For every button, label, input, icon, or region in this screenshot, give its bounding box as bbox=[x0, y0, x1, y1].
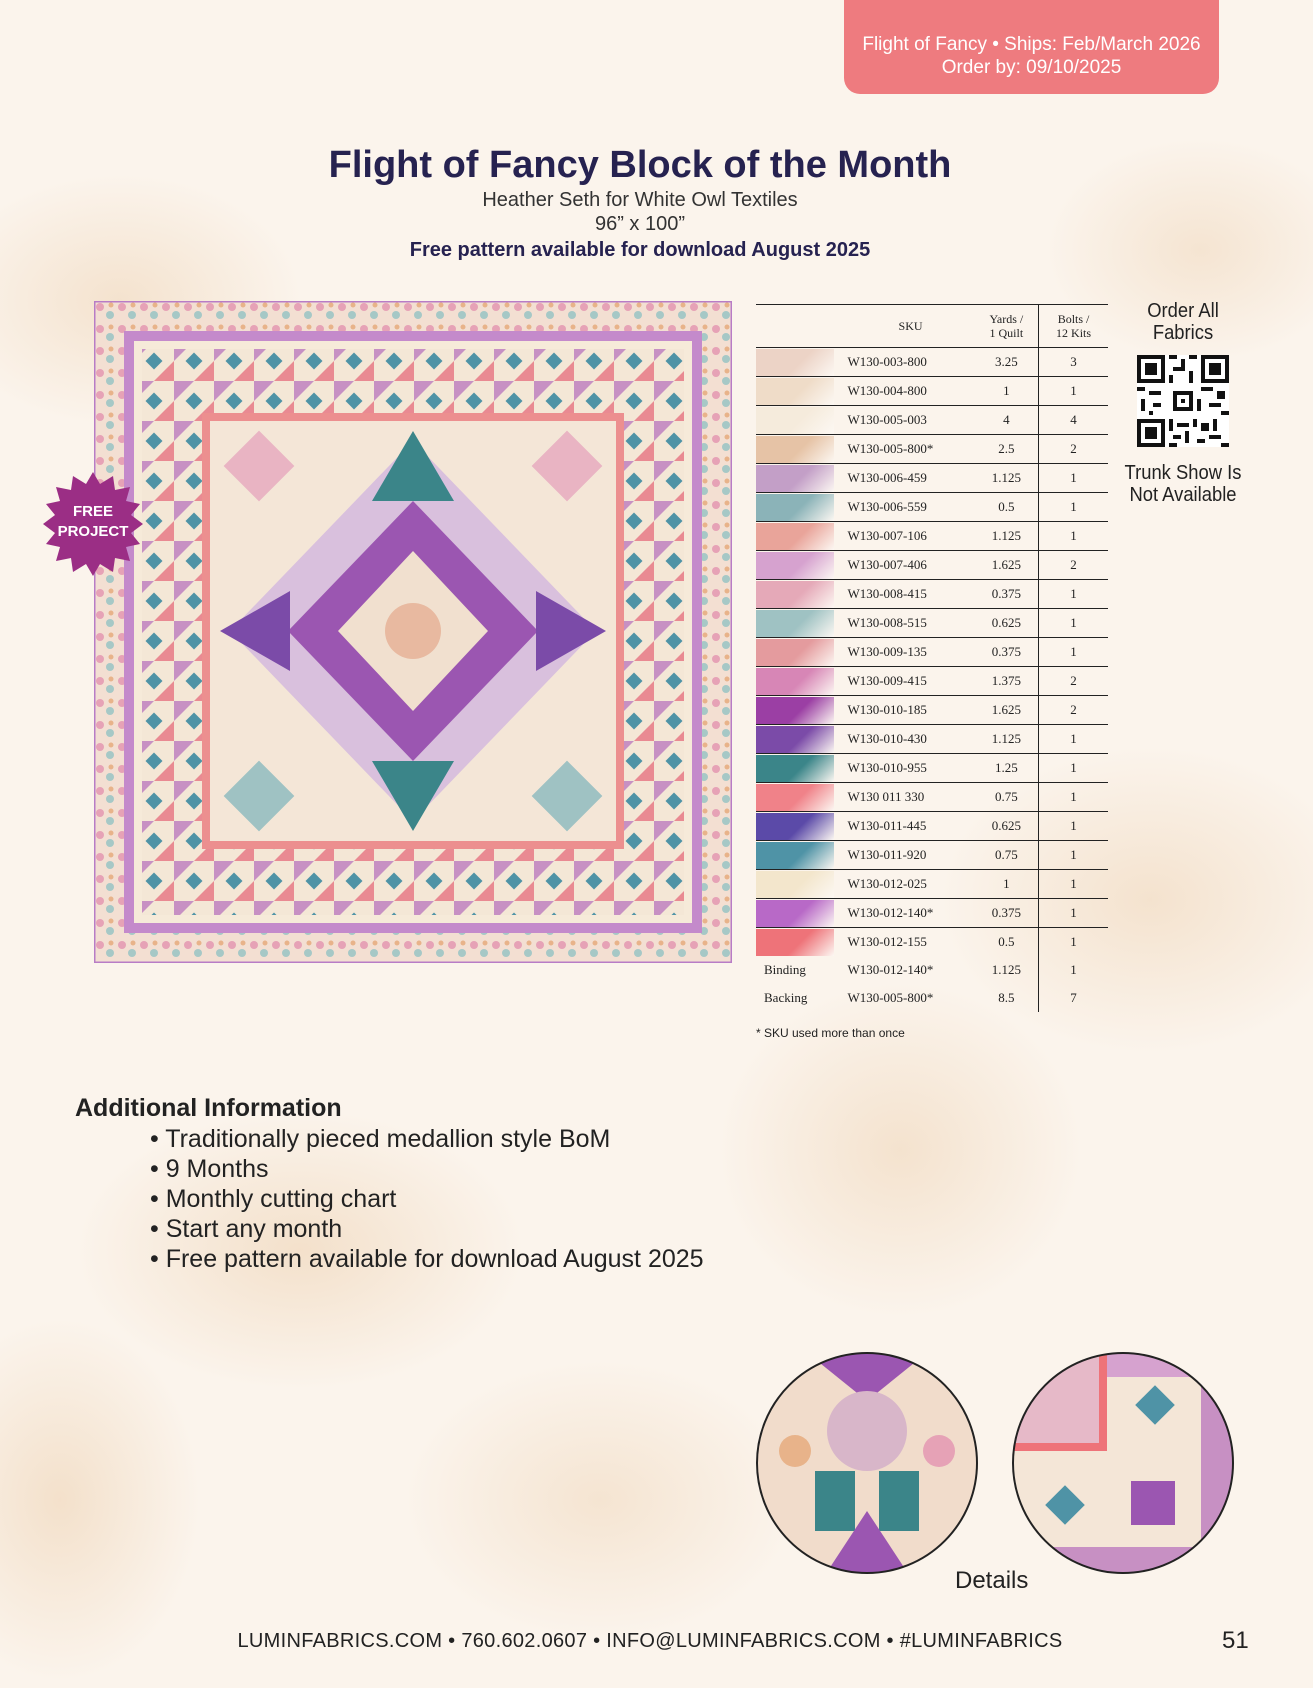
bolts-cell: 1 bbox=[1039, 870, 1108, 899]
additional-info-list bbox=[150, 1124, 704, 1274]
yards-cell: 0.75 bbox=[975, 841, 1039, 870]
yards-cell: 4 bbox=[975, 406, 1039, 435]
fabric-swatch-cell bbox=[756, 696, 841, 725]
table-row bbox=[756, 493, 1108, 522]
table-row bbox=[756, 696, 1108, 725]
list-item: • Free pattern available for download August 2025 bbox=[150, 1245, 704, 1273]
bolts-cell: 2 bbox=[1039, 435, 1108, 464]
yards-cell: 1.625 bbox=[975, 696, 1039, 725]
fabric-swatch bbox=[756, 726, 834, 753]
yards-cell: 0.375 bbox=[975, 638, 1039, 667]
sku-cell: W130-003-800 bbox=[841, 348, 974, 377]
bolts-cell: 1 bbox=[1039, 899, 1108, 928]
fabric-swatch bbox=[756, 523, 834, 550]
table-footnote: * SKU used more than once bbox=[756, 1026, 905, 1040]
list-item: • 9 Months bbox=[150, 1155, 269, 1183]
footer-contact: LUMINFABRICS.COM • 760.602.0607 • INFO@LUMINFABRICS.COM • #LUMINFABRICS bbox=[237, 1630, 1063, 1652]
bolts-cell: 1 bbox=[1039, 522, 1108, 551]
ship-date-badge bbox=[844, 0, 1219, 94]
bolts-cell: 7 bbox=[1039, 984, 1108, 1012]
fabric-swatch bbox=[756, 581, 834, 608]
sku-cell: W130-009-135 bbox=[841, 638, 974, 667]
table-row bbox=[756, 435, 1108, 464]
fabric-swatch-cell bbox=[756, 754, 841, 783]
sku-cell: W130-012-140* bbox=[847, 962, 934, 977]
sku-cell: W130-012-025 bbox=[841, 870, 974, 899]
sku-cell: W130-010-185 bbox=[841, 696, 974, 725]
sku-cell: W130-010-430 bbox=[841, 725, 974, 754]
fabric-swatch-cell bbox=[756, 667, 841, 696]
yards-cell: 0.625 bbox=[975, 812, 1039, 841]
table-row bbox=[756, 870, 1108, 899]
fabric-swatch-cell bbox=[756, 812, 841, 841]
fabric-swatch-cell bbox=[756, 348, 841, 377]
table-row bbox=[756, 899, 1108, 928]
fabric-swatch-cell bbox=[756, 406, 841, 435]
yards-cell: 0.375 bbox=[975, 899, 1039, 928]
fabric-swatch bbox=[756, 842, 834, 869]
yards-cell: 1.125 bbox=[991, 962, 1021, 977]
pattern-note: Free pattern available for download August 2025 bbox=[409, 239, 871, 261]
fabric-swatch-cell bbox=[756, 551, 841, 580]
list-item: • Start any month bbox=[150, 1215, 343, 1243]
sku-cell: W130-004-800 bbox=[841, 377, 974, 406]
yards-header-line2: 1 Quilt bbox=[989, 326, 1024, 340]
table-row bbox=[756, 348, 1108, 377]
table-row bbox=[756, 984, 1108, 1012]
fabric-swatch-cell bbox=[756, 435, 841, 464]
list-item: • Monthly cutting chart bbox=[150, 1185, 397, 1213]
bolts-cell: 3 bbox=[1039, 348, 1108, 377]
fabric-swatch-cell bbox=[756, 783, 841, 812]
free-badge-line1: FREE bbox=[72, 503, 113, 520]
fabric-swatch bbox=[756, 639, 834, 666]
ship-badge-line1: Flight of Fancy • Ships: Feb/March 2026 bbox=[862, 34, 1201, 55]
yards-cell: 0.5 bbox=[975, 493, 1039, 522]
bolts-header-line1: Bolts / bbox=[1057, 312, 1090, 326]
bolts-cell: 2 bbox=[1039, 696, 1108, 725]
table-row bbox=[756, 464, 1108, 493]
free-badge-text bbox=[41, 502, 145, 542]
bolts-cell: 1 bbox=[1039, 377, 1108, 406]
additional-info-heading: Additional Information bbox=[75, 1094, 342, 1122]
table-row bbox=[756, 377, 1108, 406]
details-caption: Details bbox=[955, 1567, 1029, 1594]
page-title: Flight of Fancy Block of the Month bbox=[328, 144, 952, 186]
sku-cell: W130 011 330 bbox=[841, 783, 974, 812]
free-badge-line2: PROJECT bbox=[57, 523, 129, 540]
bolts-cell: 1 bbox=[1039, 783, 1108, 812]
sku-cell: W130-011-920 bbox=[841, 841, 974, 870]
bolts-header-line2: 12 Kits bbox=[1056, 326, 1092, 340]
fabric-swatch bbox=[756, 465, 834, 492]
sku-cell: W130-005-800* bbox=[847, 990, 934, 1005]
fabric-swatch-cell bbox=[756, 464, 841, 493]
sku-cell: W130-010-955 bbox=[841, 754, 974, 783]
table-row bbox=[756, 928, 1108, 957]
fabric-swatch bbox=[756, 552, 834, 579]
fabric-swatch bbox=[756, 813, 834, 840]
fabric-swatch bbox=[756, 436, 834, 463]
sku-column-header: SKU bbox=[841, 305, 974, 348]
table-row bbox=[756, 754, 1108, 783]
bolts-cell: 1 bbox=[1039, 638, 1108, 667]
fabric-swatch-cell bbox=[756, 870, 841, 899]
sku-cell: W130-008-515 bbox=[841, 609, 974, 638]
yards-cell: 1.625 bbox=[975, 551, 1039, 580]
order-all-fabrics-label bbox=[1123, 300, 1243, 344]
yards-cell: 1.125 bbox=[975, 522, 1039, 551]
fabric-swatch bbox=[756, 668, 834, 695]
sku-cell: W130-009-415 bbox=[841, 667, 974, 696]
sku-cell: W130-006-459 bbox=[841, 464, 974, 493]
table-row bbox=[756, 841, 1108, 870]
quilt-size: 96” x 100” bbox=[594, 213, 686, 235]
bolts-cell: 1 bbox=[1039, 812, 1108, 841]
fabric-swatch bbox=[756, 697, 834, 724]
yards-column-header bbox=[975, 305, 1039, 348]
row-label-cell: Binding bbox=[764, 962, 806, 977]
bolts-cell: 1 bbox=[1039, 841, 1108, 870]
sku-cell: W130-006-559 bbox=[841, 493, 974, 522]
table-row bbox=[756, 522, 1108, 551]
fabric-swatch bbox=[756, 349, 834, 376]
yards-cell: 0.375 bbox=[975, 580, 1039, 609]
table-row bbox=[756, 812, 1108, 841]
sku-cell: W130-007-106 bbox=[841, 522, 974, 551]
bolts-cell: 1 bbox=[1039, 725, 1108, 754]
sku-cell: W130-012-140* bbox=[841, 899, 974, 928]
bolts-cell: 4 bbox=[1039, 406, 1108, 435]
yards-cell: 0.625 bbox=[975, 609, 1039, 638]
bolts-cell: 2 bbox=[1039, 667, 1108, 696]
trunk-line1: Trunk Show Is bbox=[1124, 462, 1242, 484]
ship-badge-line2: Order by: 09/10/2025 bbox=[941, 57, 1122, 78]
fabric-swatch-cell bbox=[756, 522, 841, 551]
order-line1: Order All bbox=[1147, 300, 1219, 322]
list-item: • Traditionally pieced medallion style BoM bbox=[150, 1125, 611, 1153]
bolts-cell: 1 bbox=[1039, 464, 1108, 493]
yards-cell: 1.375 bbox=[975, 667, 1039, 696]
fabric-swatch bbox=[756, 494, 834, 521]
table-row bbox=[756, 783, 1108, 812]
order-line2: Fabrics bbox=[1152, 322, 1214, 344]
fabric-swatch bbox=[756, 755, 834, 782]
table-row bbox=[756, 609, 1108, 638]
sku-cell: W130-008-415 bbox=[841, 580, 974, 609]
fabric-swatch bbox=[756, 378, 834, 405]
bolts-cell: 1 bbox=[1039, 580, 1108, 609]
free-project-badge bbox=[41, 472, 145, 576]
fabric-requirements-table bbox=[756, 304, 1108, 1012]
trunk-show-note bbox=[1123, 462, 1243, 506]
fabric-swatch-cell bbox=[756, 580, 841, 609]
fabric-swatch bbox=[756, 784, 834, 811]
yards-cell: 0.75 bbox=[975, 783, 1039, 812]
swatch-column-header bbox=[756, 305, 841, 348]
fabric-swatch-cell bbox=[756, 493, 841, 522]
fabric-swatch bbox=[756, 929, 834, 956]
title-block bbox=[200, 142, 1080, 264]
yards-cell: 8.5 bbox=[998, 990, 1015, 1005]
bolts-cell: 1 bbox=[1039, 493, 1108, 522]
bolts-cell: 1 bbox=[1039, 956, 1108, 984]
bolts-cell: 1 bbox=[1039, 609, 1108, 638]
yards-cell: 1 bbox=[975, 870, 1039, 899]
fabric-swatch-cell bbox=[756, 638, 841, 667]
designer-line: Heather Seth for White Owl Textiles bbox=[482, 189, 798, 211]
yards-cell: 1.25 bbox=[975, 754, 1039, 783]
fabric-swatch-cell bbox=[756, 841, 841, 870]
fabric-swatch bbox=[756, 610, 834, 637]
bolts-cell: 1 bbox=[1039, 754, 1108, 783]
fabric-swatch-cell bbox=[756, 899, 841, 928]
trunk-line2: Not Available bbox=[1129, 484, 1237, 506]
fabric-swatch-cell bbox=[756, 609, 841, 638]
page-number: 51 bbox=[1222, 1627, 1249, 1654]
yards-cell: 3.25 bbox=[975, 348, 1039, 377]
table-row bbox=[756, 956, 1108, 984]
qr-code-icon[interactable] bbox=[1137, 355, 1229, 447]
fabric-swatch-cell bbox=[756, 377, 841, 406]
row-label-cell: Backing bbox=[764, 990, 808, 1005]
detail-image-right bbox=[1011, 1351, 1235, 1575]
sku-cell: W130-007-406 bbox=[841, 551, 974, 580]
yards-cell: 2.5 bbox=[975, 435, 1039, 464]
yards-cell: 1.125 bbox=[975, 725, 1039, 754]
table-header-row bbox=[756, 305, 1108, 348]
table-row bbox=[756, 725, 1108, 754]
bolts-cell: 2 bbox=[1039, 551, 1108, 580]
sku-cell: W130-012-155 bbox=[841, 928, 974, 957]
fabric-swatch-cell bbox=[756, 725, 841, 754]
fabric-swatch bbox=[756, 407, 834, 434]
table-row bbox=[756, 551, 1108, 580]
table-row bbox=[756, 667, 1108, 696]
sku-cell: W130-005-003 bbox=[841, 406, 974, 435]
bolts-cell: 1 bbox=[1039, 928, 1108, 957]
fabric-swatch-cell bbox=[756, 928, 841, 957]
bolts-column-header bbox=[1039, 305, 1108, 348]
table-row bbox=[756, 638, 1108, 667]
table-row bbox=[756, 580, 1108, 609]
fabric-swatch bbox=[756, 900, 834, 927]
sku-cell: W130-005-800* bbox=[841, 435, 974, 464]
yards-cell: 0.5 bbox=[975, 928, 1039, 957]
yards-cell: 1 bbox=[975, 377, 1039, 406]
fabric-swatch bbox=[756, 871, 834, 898]
sku-cell: W130-011-445 bbox=[841, 812, 974, 841]
table-row bbox=[756, 406, 1108, 435]
quilt-image bbox=[94, 301, 732, 963]
detail-image-left bbox=[755, 1351, 979, 1575]
yards-cell: 1.125 bbox=[975, 464, 1039, 493]
yards-header-line1: Yards / bbox=[989, 312, 1024, 326]
